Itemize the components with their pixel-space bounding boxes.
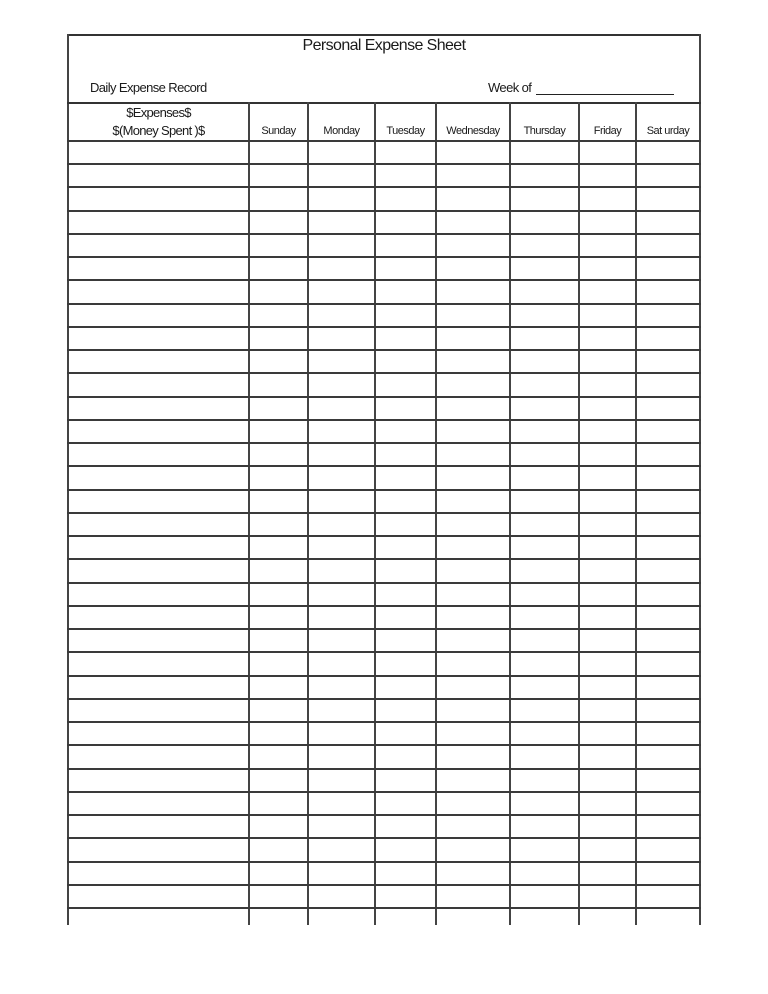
- table-row[interactable]: [69, 607, 699, 628]
- expenses-column-header: [69, 104, 248, 140]
- table-row[interactable]: [69, 863, 699, 884]
- table-row[interactable]: [69, 770, 699, 791]
- table-row[interactable]: [69, 839, 699, 860]
- column-header-saturday: Sat urday: [646, 125, 690, 137]
- table-row[interactable]: [69, 235, 699, 256]
- table-row[interactable]: [69, 444, 699, 465]
- column-header-thursday: Thursday: [523, 125, 566, 137]
- table-row[interactable]: [69, 374, 699, 395]
- column-header-wednesday: Wednesday: [446, 125, 500, 137]
- table-row[interactable]: [69, 886, 699, 907]
- table-row[interactable]: [69, 816, 699, 837]
- table-row[interactable]: [69, 165, 699, 186]
- week-of-blank-line[interactable]: [536, 81, 674, 95]
- daily-expense-record-label: Daily Expense Record: [90, 80, 207, 95]
- table-row[interactable]: [69, 188, 699, 209]
- table-row[interactable]: [69, 793, 699, 814]
- column-header-sunday: Sunday: [261, 125, 296, 137]
- column-header-friday: Friday: [593, 125, 622, 137]
- table-row[interactable]: [69, 351, 699, 372]
- expense-sheet: [67, 34, 700, 925]
- table-row[interactable]: [69, 491, 699, 512]
- expenses-header-line1: $Expenses$: [126, 105, 191, 120]
- row-divider: [67, 907, 701, 909]
- table-row[interactable]: [69, 700, 699, 721]
- column-header-tuesday: Tuesday: [386, 125, 425, 137]
- table-row[interactable]: [69, 653, 699, 674]
- table-row[interactable]: [69, 281, 699, 302]
- table-row[interactable]: [69, 258, 699, 279]
- table-row[interactable]: [69, 328, 699, 349]
- week-of-label: Week of: [488, 80, 532, 95]
- sheet-title: Personal Expense Sheet: [302, 37, 466, 54]
- table-row[interactable]: [69, 398, 699, 419]
- table-row[interactable]: [69, 142, 699, 163]
- table-row[interactable]: [69, 514, 699, 535]
- table-row[interactable]: [69, 421, 699, 442]
- expenses-header-line2: $(Money Spent )$: [112, 123, 205, 138]
- table-row[interactable]: [69, 467, 699, 488]
- column-header-monday: Monday: [323, 125, 360, 137]
- table-row[interactable]: [69, 677, 699, 698]
- table-row[interactable]: [69, 723, 699, 744]
- table-row[interactable]: [69, 746, 699, 767]
- table-row[interactable]: [69, 584, 699, 605]
- week-of-field[interactable]: [488, 80, 674, 95]
- table-row[interactable]: [69, 630, 699, 651]
- table-row[interactable]: [69, 212, 699, 233]
- table-row[interactable]: [69, 305, 699, 326]
- table-row[interactable]: [69, 537, 699, 558]
- table-row[interactable]: [69, 560, 699, 581]
